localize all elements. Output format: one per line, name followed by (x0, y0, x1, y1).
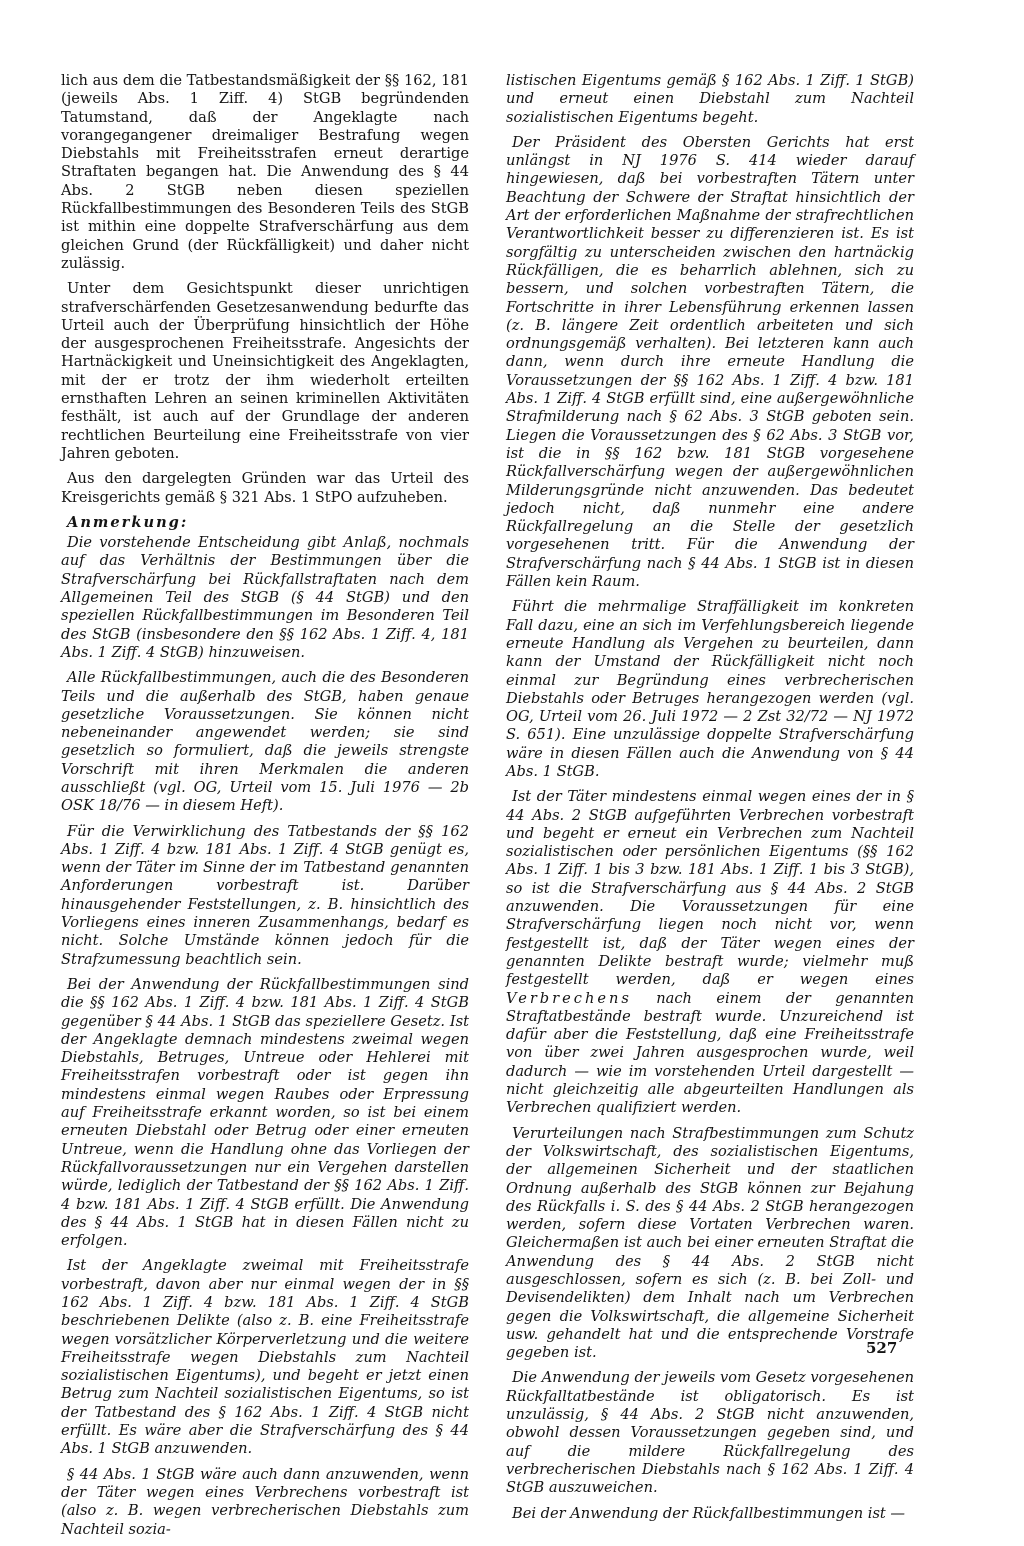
annotation-paragraph: Der Präsident des Obersten Gerichts hat erst unlängst in NJ 1976 S. 414 wieder darauf hingewiesen, daß bei vorbestraften Tätern unter Beachtung der Schwere der Straftat hinsichtlich der Art der erforderlichen Maßnahme der strafrechtlichen Verantwortlichkeit besser zu differenzieren ist. Es ist sorgfältig zu unterscheiden zwischen den hartnäckig Rückfälligen, die es beharrlich ablehnen, sich zu bessern, und solchen vorbestraften Tätern, die Fortschritte in ihrer Lebensführung erkennen lassen (z. B. längere Zeit ordentlich arbeiteten und sich ordnungsgemäß verhalten). Bei letzteren kann auch dann, wenn durch ihre erneute Handlung die Voraussetzungen der §§ 162 Abs. 1 Ziff. 4 bzw. 181 Abs. 1 Ziff. 4 StGB erfüllt sind, eine außergewöhnliche Strafmilderung nach § 62 Abs. 3 StGB geboten sein. Liegen die Voraussetzungen des § 62 Abs. 3 StGB vor, ist die in §§ 162 bzw. 181 StGB vorgesehene Rückfallverschärfung wegen der außergewöhnlichen Milderungsgründe nicht anzuwenden. Das bedeutet jedoch nicht, daß nunmehr eine andere Rückfallregelung an die Stelle der gesetzlich vorgesehenen tritt. Für die Anwendung der Strafverschärfung nach § 44 Abs. 1 StGB ist in diesen Fällen kein Raum. (506, 133, 914, 591)
annotation-paragraph: § 44 Abs. 1 StGB wäre auch dann anzuwenden, wenn der Täter wegen eines Verbrechens vorbestraft ist (also z. B. wegen verbrecherischen Diebstahls zum Nachteil sozia- (61, 1465, 469, 1538)
annotation-paragraph (506, 788, 914, 1117)
annotation-paragraph: Ist der Angeklagte zweimal mit Freiheitsstrafe vorbestraft, davon aber nur einmal wegen der in §§ 162 Abs. 1 Ziff. 4 bzw. 181 Abs. 1 Ziff. 4 StGB beschriebenen Delikte (also z. B. eine Freiheitsstrafe wegen vorsätzlicher Körperverletzung und die weitere Freiheitsstrafe wegen Diebstahls zum Nachteil sozialistischen Eigentums), und begeht er jetzt einen Betrug zum Nachteil sozialistischen Eigentums, so ist der Tatbestand des § 162 Abs. 1 Ziff. 4 StGB nicht erfüllt. Es wäre aber die Strafverschärfung des § 44 Abs. 1 StGB anzuwenden. (61, 1257, 469, 1458)
annotation-paragraph: Alle Rückfallbestimmungen, auch die des Besonderen Teils und die außerhalb des StGB, haben genaue gesetzliche Voraussetzungen. Sie können nicht nebeneinander angewendet werden; sie sind gesetzlich so formuliert, daß die jeweils strengste Vorschrift mit ihren Merkmalen die anderen ausschließt (vgl. OG, Urteil vom 15. Juli 1976 — 2b OSK 18/76 — in diesem Heft). (61, 669, 469, 815)
right-column (506, 72, 914, 1530)
left-column (61, 72, 469, 1546)
text-segment: Ist der Täter mindestens einmal wegen eines der in § 44 Abs. 2 StGB aufgeführten Verbrechen vorbestraft und begeht er erneut ein Verbrechen zum Nachteil sozialistischen oder persönlichen Eigentums (§§ 162 Abs. 1 Ziff. 1 bis 3 bzw. 181 Abs. 1 Ziff. 1 bis 3 StGB), so ist die Strafverschärfung aus § 44 Abs. 2 StGB anzuwenden. Die Voraussetzungen für eine Strafverschärfung liegen noch nicht vor, wenn festgestellt ist, daß der Täter wegen eines der genannten Delikte bestraft wurde; vielmehr muß festgestellt werden, daß er wegen eines (506, 788, 914, 989)
text-segment: nach einem der genannten Straftatbestände bestraft wurde. Unzureichend ist dafür aber die Feststellung, daß eine Freiheitsstrafe von über zwei Jahren ausgesprochen wurde, weil dadurch — wie im vorstehenden Urteil dargestellt — nicht gleichzeitig alle abgeurteilten Handlungen als Verbrechen qualifiziert werden. (506, 989, 914, 1117)
paragraph: Unter dem Gesichtspunkt dieser unrichtigen strafverschärfenden Gesetzesanwendung bedurfte das Urteil auch der Überprüfung hinsichtlich der Höhe der ausgesprochenen Freiheitsstrafe. Angesichts der Hartnäckigkeit und Uneinsichtigkeit des Angeklagten, mit der er trotz der ihm wiederholt erteilten ernsthaften Lehren an seinen kriminellen Aktivitäten festhält, ist auch auf der Grundlage der anderen rechtlichen Beurteilung eine Freiheitsstrafe von vier Jahren geboten. (61, 280, 469, 462)
annotation-paragraph: Für die Verwirklichung des Tatbestands der §§ 162 Abs. 1 Ziff. 4 bzw. 181 Abs. 1 Ziff. 4 StGB genügt es, wenn der Täter im Sinne der im Tatbestand genannten Anforderungen vorbestraft ist. Darüber hinausgehender Feststellungen, z. B. hinsichtlich des Vorliegens eines inneren Zusammenhangs, bedarf es nicht. Solche Umstände können jedoch für die Strafzumessung beachtlich sein. (61, 822, 469, 968)
paragraph: Aus den dargelegten Gründen war das Urteil des Kreisgerichts gemäß § 321 Abs. 1 StPO aufzuheben. (61, 470, 469, 506)
spaced-emphasis: Verbrechens (506, 989, 632, 1007)
annotation-paragraph: Bei der Anwendung der Rückfallbestimmungen sind die §§ 162 Abs. 1 Ziff. 4 bzw. 181 Abs. 1 Ziff. 4 StGB gegenüber § 44 Abs. 1 StGB das speziellere Gesetz. Ist der Angeklagte demnach mindestens zweimal wegen Diebstahls, Betruges, Untreue oder Hehlerei mit Freiheitsstrafen vorbestraft oder ist gegen ihn mindestens einmal wegen Raubes oder Erpressung auf Freiheitsstrafe erkannt worden, so ist bei einem erneuten Diebstahl oder Betrug oder einer erneuten Untreue, wenn die Handlung ohne das Vorliegen der Rückfallvoraussetzungen nur ein Vergehen darstellen würde, lediglich der Tatbestand der §§ 162 Abs. 1 Ziff. 4 bzw. 181 Abs. 1 Ziff. 4 StGB erfüllt. Die Anwendung des § 44 Abs. 1 StGB hat in diesen Fällen nicht zu erfolgen. (61, 975, 469, 1250)
page-number: 527 (866, 1339, 898, 1357)
annotation-paragraph: listischen Eigentums gemäß § 162 Abs. 1 Ziff. 1 StGB) und erneut einen Diebstahl zum Nachteil sozialistischen Eigentums begeht. (506, 72, 914, 126)
annotation-paragraph: Führt die mehrmalige Straffälligkeit im konkreten Fall dazu, eine an sich im Verfehlungsbereich liegende erneute Handlung als Vergehen zu beurteilen, dann kann der Umstand der Rückfälligkeit nicht noch einmal zur Begründung eines verbrecherischen Diebstahls oder Betruges herangezogen werden (vgl. OG, Urteil vom 26. Juli 1972 — 2 Zst 32/72 — NJ 1972 S. 651). Eine unzulässige doppelte Strafverschärfung wäre in diesen Fällen auch die Anwendung von § 44 Abs. 1 StGB. (506, 598, 914, 780)
annotation-paragraph: Die vorstehende Entscheidung gibt Anlaß, nochmals auf das Verhältnis der Bestimmungen über die Strafverschärfung bei Rückfallstraftaten nach dem Allgemeinen Teil des StGB (§ 44 StGB) und den speziellen Rückfallbestimmungen im Besonderen Teil des StGB (insbesondere den §§ 162 Abs. 1 Ziff. 4, 181 Abs. 1 Ziff. 4 StGB) hinzuweisen. (61, 534, 469, 661)
annotation-heading: Anmerkung: (67, 513, 189, 531)
annotation-paragraph: Bei der Anwendung der Rückfallbestimmungen ist — (512, 1504, 906, 1522)
annotation-paragraph: Die Anwendung der jeweils vom Gesetz vorgesehenen Rückfalltatbestände ist obligatorisch. Es ist unzulässig, § 44 Abs. 2 StGB nicht anzuwenden, obwohl dessen Voraussetzungen gegeben sind, und auf die mildere Rückfallregelung des verbrecherischen Diebstahls nach § 162 Abs. 1 Ziff. 4 StGB auszuweichen. (506, 1369, 914, 1497)
paragraph: lich aus dem die Tatbestandsmäßigkeit der §§ 162, 181 (jeweils Abs. 1 Ziff. 4) StGB begründenden Tatumstand, daß der Angeklagte nach vorangegangener dreimaliger Bestrafung wegen Diebstahls mit Freiheitsstrafen erneut derartige Straftaten begangen hat. Die Anwendung des § 44 Abs. 2 StGB neben diesen speziellen Rückfallbestimmungen des Besonderen Teils des StGB ist mithin eine doppelte Strafverschärfung aus dem gleichen Grund (der Rückfälligkeit) und daher nicht zulässig. (61, 72, 469, 272)
annotation-paragraph: Verurteilungen nach Strafbestimmungen zum Schutz der Volkswirtschaft, des sozialistischen Eigentums, der allgemeinen Sicherheit und der staatlichen Ordnung außerhalb des StGB können zur Bejahung des Rückfalls i. S. des § 44 Abs. 2 StGB herangezogen werden, sofern diese Vortaten Verbrechen waren. Gleichermaßen ist auch bei einer erneuten Straftat die Anwendung des § 44 Abs. 2 StGB nicht ausgeschlossen, sofern es sich (z. B. bei Zoll- und Devisendelikten) dem Inhalt nach um Verbrechen gegen die Volkswirtschaft, die allgemeine Sicherheit usw. gehandelt hat und die entsprechende Vorstrafe gegeben ist. (506, 1124, 914, 1362)
